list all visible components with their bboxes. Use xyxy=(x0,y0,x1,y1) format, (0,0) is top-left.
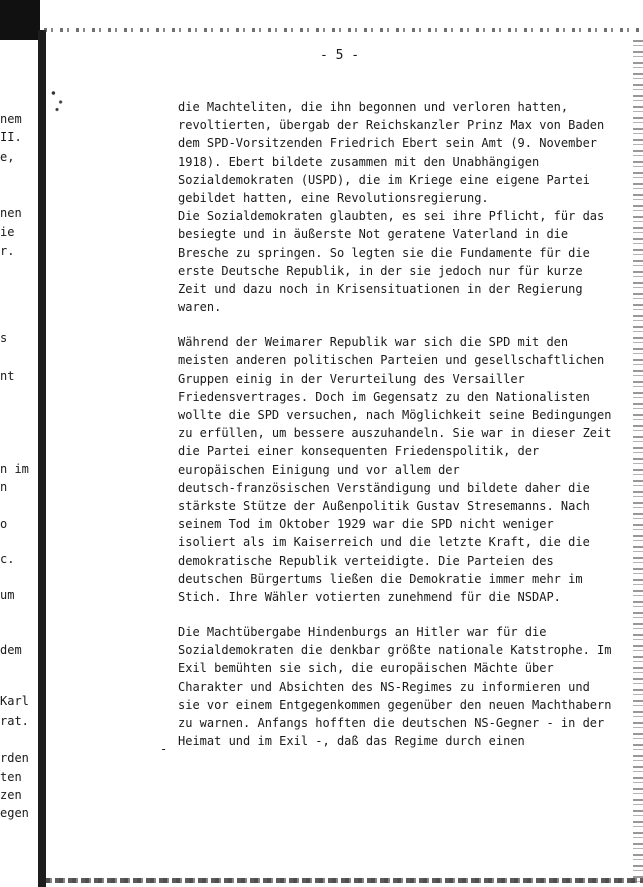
text-line: stärkste Stütze der Außenpolitik Gustav Stresemanns. Nach xyxy=(178,498,590,513)
paragraph xyxy=(178,333,638,606)
text-line: Sozialdemokraten (USPD), die im Kriege eine eigene Partei xyxy=(178,172,590,187)
text-line: erste Deutsche Republik, in der sie jedoch nur für kurze xyxy=(178,263,583,278)
text-line: isoliert als im Kaiserreich und die letzte Kraft, die die xyxy=(178,535,590,550)
text-line: Zeit und dazu noch in Krisensituationen in der Regierung xyxy=(178,281,583,296)
text-line: demokratische Republik verteidigte. Die Parteien des xyxy=(178,553,554,568)
fragment-line: n xyxy=(0,480,8,494)
fragment-line: n im xyxy=(0,462,29,476)
text-line: deutsch-französischen Verständigung und bildete daher die xyxy=(178,480,590,495)
text-line: besiegte und in äußerste Not geratene Vaterland in die xyxy=(178,227,569,242)
text-line: Sozialdemokraten die denkbar größte nationale Katstrophe. Im xyxy=(178,643,612,658)
fragment-line: ie xyxy=(0,225,15,239)
fragment-line: ten xyxy=(0,770,22,784)
fragment-line: um xyxy=(0,588,15,602)
text-line: Stich. Ihre Wähler votierten zunehmend für die NSDAP. xyxy=(178,589,561,604)
text-line: gebildet hatten, eine Revolutionsregierung. xyxy=(178,190,489,205)
fragment-line: r. xyxy=(0,244,15,258)
text-line: revoltierten, übergab der Reichskanzler Prinz Max von Baden xyxy=(178,118,605,133)
text-line: Bresche zu springen. So legten sie die Fundamente für die xyxy=(178,245,590,260)
text-line: meisten anderen politischen Parteien und gesellschaftlichen xyxy=(178,353,605,368)
fragment-line: e, xyxy=(0,150,15,164)
text-line: Gruppen einig in der Verurteilung des Versailler xyxy=(178,371,525,386)
scan-top-edge xyxy=(44,28,643,32)
fragment-line: rat. xyxy=(0,714,29,728)
fragment-line: Karl xyxy=(0,694,29,708)
text-line: zu warnen. Anfangs hofften die deutschen NS-Gegner - in der xyxy=(178,716,605,730)
text-line: deutschen Bürgertums ließen die Demokratie immer mehr im xyxy=(178,571,583,586)
text-line: Exil bemühten sie sich, die europäischen Mächte über xyxy=(178,661,554,676)
scan-shadow-corner xyxy=(0,0,40,40)
text-line: waren. xyxy=(178,300,222,315)
paragraph-gap xyxy=(178,606,638,623)
text-line: wollte die SPD versuchen, nach Möglichkeit seine Bedingungen xyxy=(178,408,612,422)
text-line: dem SPD-Vorsitzenden Friedrich Ebert sein Amt (9. November xyxy=(178,136,598,151)
scan-shadow-left-edge xyxy=(38,30,46,887)
body-text xyxy=(178,98,638,750)
fragment-line: o xyxy=(0,517,8,531)
text-line: Die Sozialdemokraten glaubten, es sei ihre Pflicht, für das xyxy=(178,209,605,224)
text-line: europäischen Einigung und vor allem der xyxy=(178,462,460,477)
fragment-line: rden xyxy=(0,751,29,765)
fragment-line: c. xyxy=(0,552,15,566)
fragment-line: nt xyxy=(0,369,15,383)
text-line: sie vor einem Entgegenkommen gegenüber den neuen Machthabern xyxy=(178,697,612,712)
paragraph xyxy=(178,623,638,750)
fragment-line: nen xyxy=(0,206,22,220)
text-line: Charakter und Absichten des NS-Regimes zu informieren und xyxy=(178,679,590,694)
paragraph xyxy=(178,98,638,316)
ink-marks xyxy=(48,84,66,114)
scan-bottom-edge xyxy=(46,878,643,883)
text-line: 1918). Ebert bildete zusammen mit den Unabhängigen xyxy=(178,154,540,169)
fragment-line: dem xyxy=(0,643,22,657)
fragment-line: II. xyxy=(0,130,22,144)
page-number: - 5 - xyxy=(320,48,360,63)
paragraph-gap xyxy=(178,316,638,333)
text-line: Heimat und im Exil -, daß das Regime durch einen xyxy=(178,734,525,749)
fragment-line: nem xyxy=(0,112,22,126)
text-line: die Partei einer konsequenten Friedenspolitik, der xyxy=(178,444,540,459)
text-line: zu erfüllen, um bessere auszuhandeln. Sie war in dieser Zeit xyxy=(178,426,612,441)
fragment-line: zen xyxy=(0,788,22,802)
margin-mark: - xyxy=(160,742,168,756)
text-line: Während der Weimarer Republik war sich die SPD mit den xyxy=(178,335,569,350)
fragment-line: egen xyxy=(0,806,29,820)
text-line: die Machteliten, die ihn begonnen und verloren hatten, xyxy=(178,100,569,114)
text-line: Friedensvertrages. Doch im Gegensatz zu den Nationalisten xyxy=(178,389,590,404)
text-line: seinem Tod im Oktober 1929 war die SPD nicht weniger xyxy=(178,517,554,532)
text-line: Die Machtübergabe Hindenburgs an Hitler war für die xyxy=(178,625,547,640)
fragment-line: s xyxy=(0,331,8,345)
